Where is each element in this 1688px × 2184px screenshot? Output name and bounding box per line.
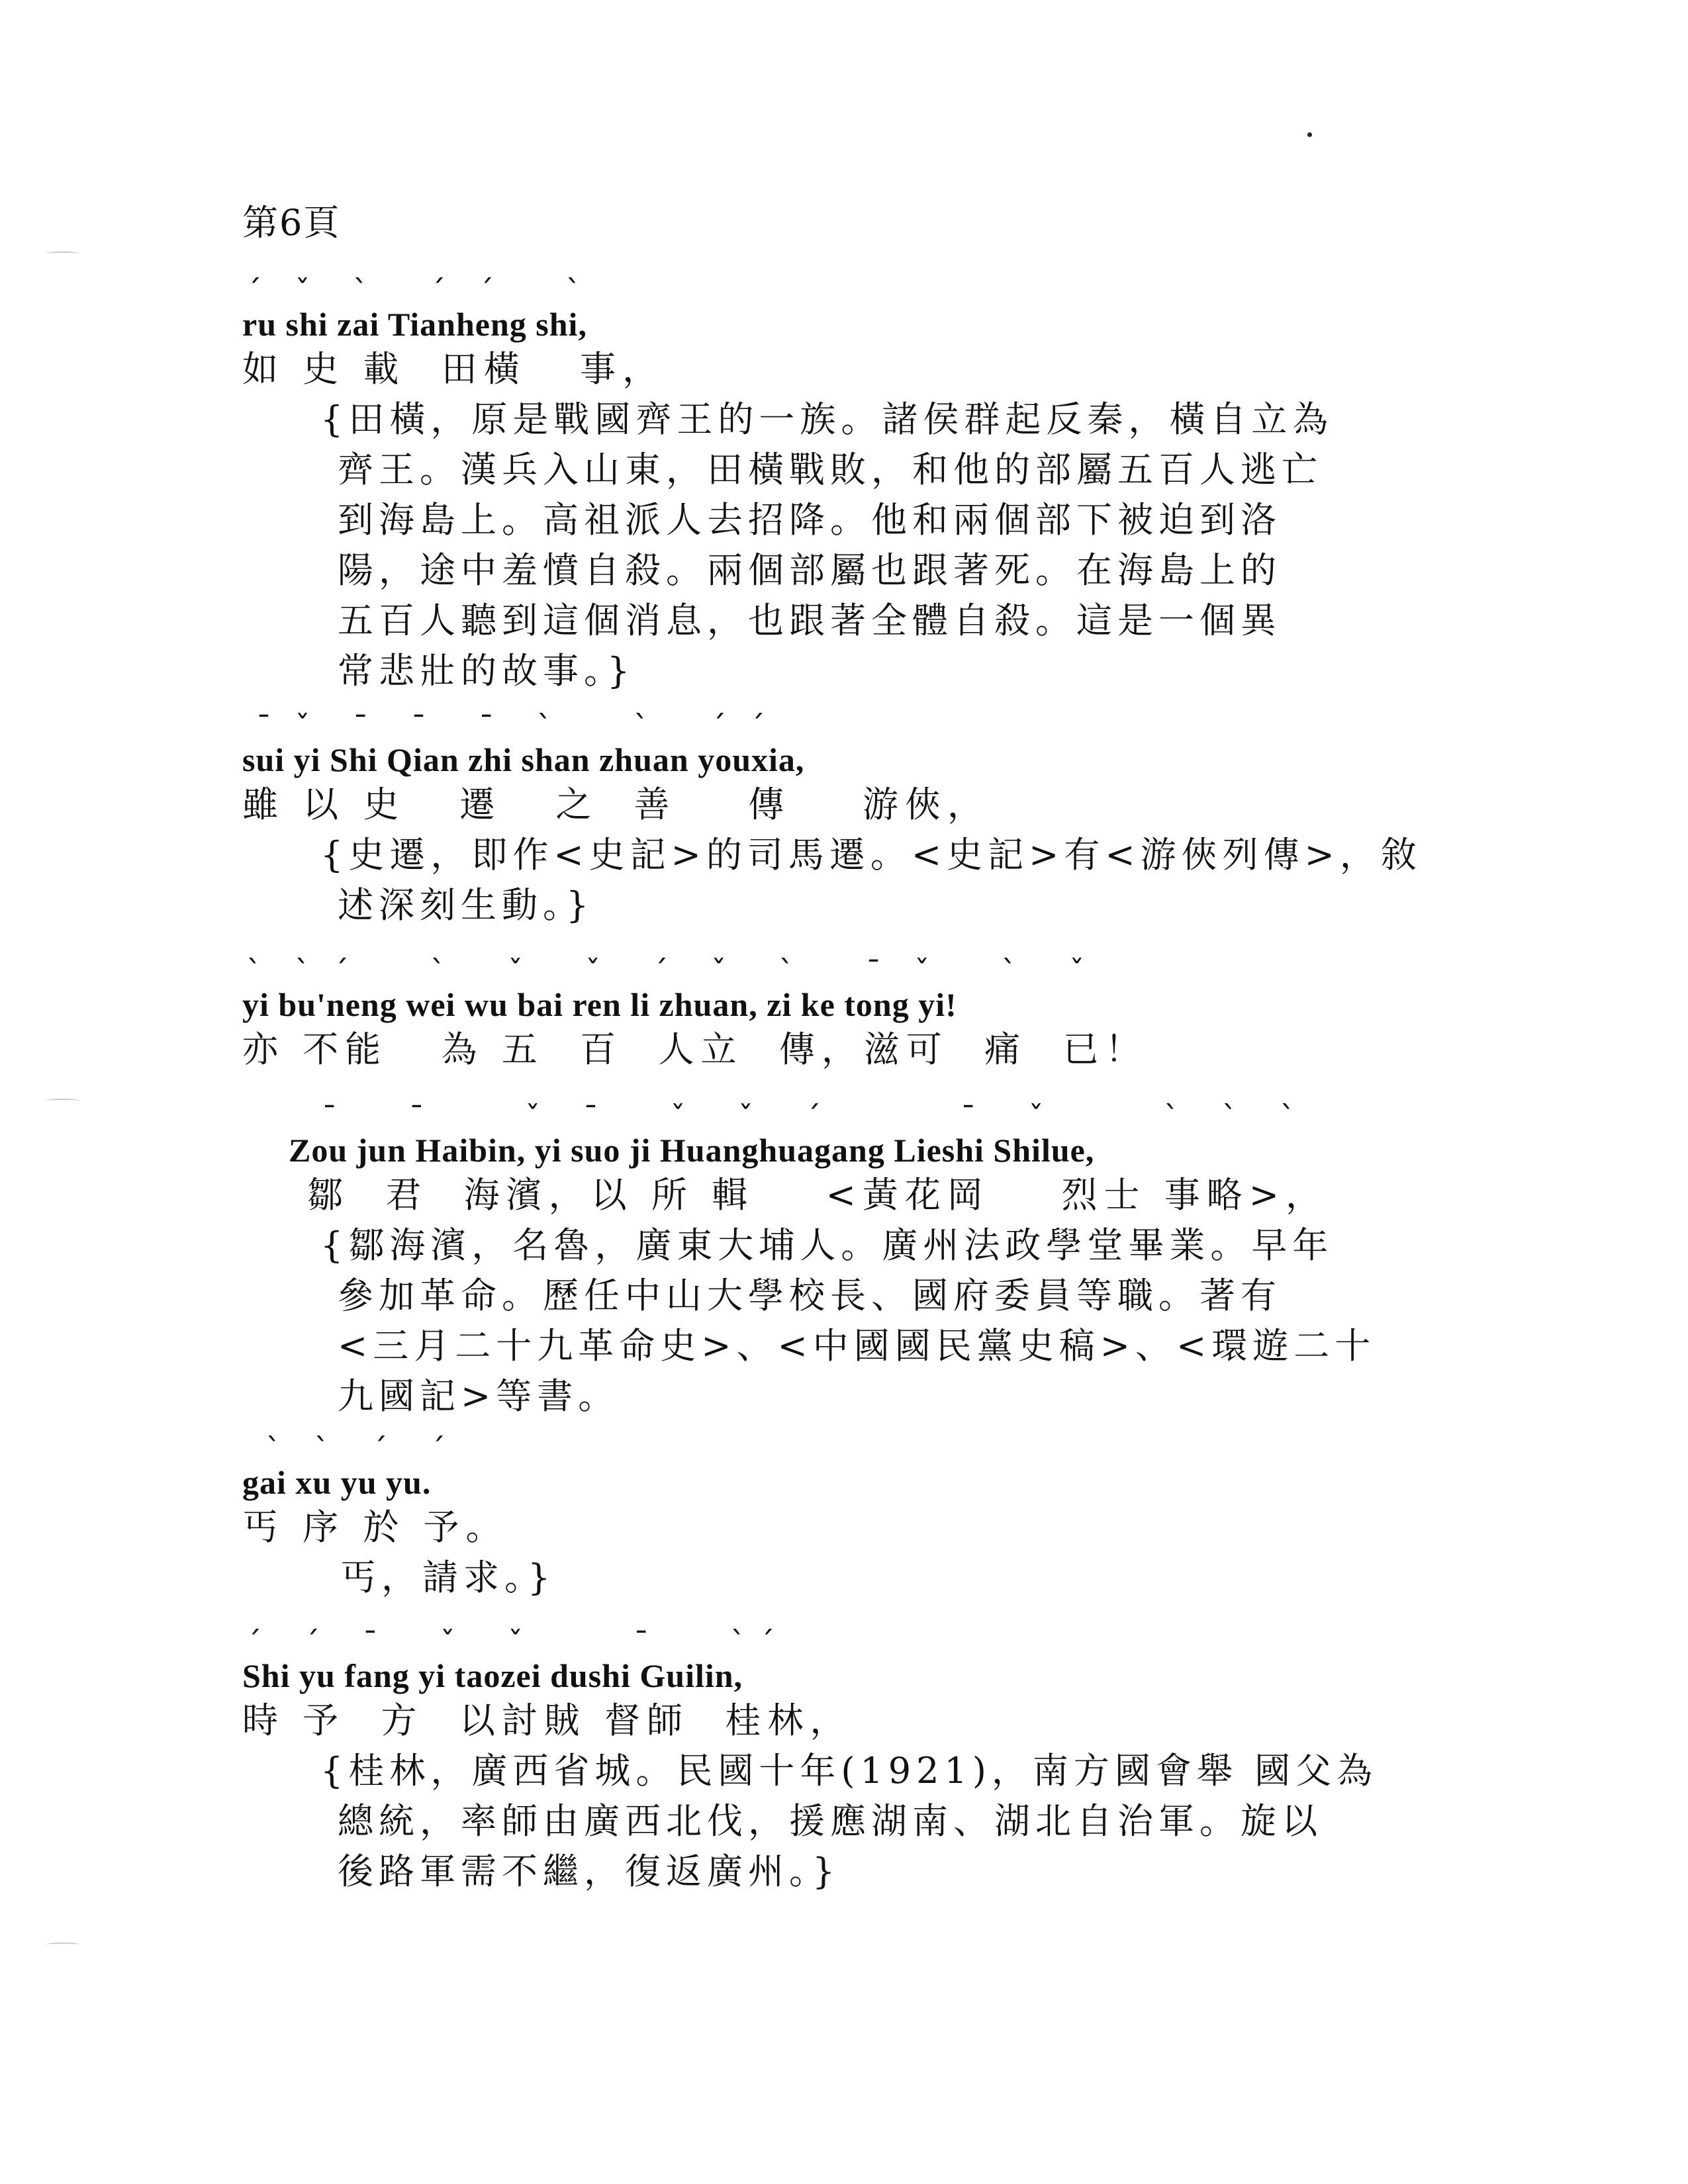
hanzi-line: 雖 以 史 遷 之 善 傳 游俠， (242, 784, 990, 825)
annotation-line: {鄒海濱，名魯，廣東大埔人。廣州法政學堂畢業。早年 (320, 1224, 1334, 1266)
annotation-line: 五百人聽到這個消息，也跟著全體自殺。這是一個異 (338, 600, 1282, 641)
annotation-line: 後路軍需不繼，復返廣州。} (338, 1850, 841, 1892)
annotation-line: 丐，請求。} (340, 1557, 556, 1598)
annotation (320, 830, 1459, 931)
pinyin-line: gai xu yu yu. (242, 1464, 432, 1501)
hanzi-line: 如 史 載 田橫 事， (242, 348, 665, 390)
annotation-line: 九國記>等書。 (338, 1375, 620, 1417)
entry-tianheng (242, 273, 1500, 696)
annotation (320, 394, 1459, 696)
entry-guilin (242, 1625, 1500, 1897)
annotation-line: {田橫，原是戰國齊王的一族。諸侯群起反秦，橫自立為 (320, 398, 1334, 440)
pinyin-line: Shi yu fang yi taozei dushi Guilin, (242, 1657, 743, 1694)
pinyin-line: Zou jun Haibin, yi suo ji Huanghuagang Lieshi Shilue, (289, 1132, 1095, 1169)
entry-zouhaibin (289, 1099, 1546, 1422)
annotation (320, 1746, 1459, 1897)
annotation-line: {史遷，即作<史記>的司馬遷。<史記>有<游俠列傳>，敘 (320, 834, 1422, 876)
hanzi-line: 鄒 君 海濱，以 所 輯 <黃花岡 烈士 事略>， (307, 1174, 1328, 1216)
annotation-line: 參加革命。歷任中山大學校長、國府委員等職。著有 (338, 1275, 1282, 1316)
annotation (320, 1220, 1459, 1422)
hanzi-line: 丐 序 於 予。 (242, 1506, 508, 1548)
tone-marks: ̄ ̌ ̄ ̄ ̄ ̀ ̀ ́ ́ (242, 709, 765, 745)
scan-mark (46, 1099, 79, 1103)
annotation-line: 總統，率師由廣西北伐，援應湖南、湖北自治軍。旋以 (338, 1800, 1323, 1842)
annotation-line: <三月二十九革命史>、<中國國民黨史稿>、<環遊二十 (338, 1325, 1376, 1367)
tone-marks: ̀ ̀ ́ ̀ ̌ ̌ ́ ̌ ̀ ̄ ̌ ̀ ̌ (242, 954, 1085, 989)
tone-marks: ̄ ̄ ̌ ̄ ̌ ̌ ́ ̄ ̌ ̀ ̀ ̀ (289, 1099, 1295, 1135)
tone-marks: ̀ ̀ ́ ́ (242, 1432, 446, 1467)
pinyin-line: yi bu'neng wei wu bai ren li zhuan, zi ke tong yi! (242, 986, 957, 1023)
scan-mark (46, 1942, 79, 1946)
tone-marks: ́ ̌ ̀ ́ ́ ̀ (242, 273, 581, 309)
pinyin-line: sui yi Shi Qian zhi shan zhuan youxia, (242, 741, 805, 778)
annotation-line: 齊王。漢兵入山東，田橫戰敗，和他的部屬五百人逃亡 (338, 449, 1323, 490)
annotation (340, 1553, 1479, 1603)
hanzi-line: 亦 不能 為 五 百 人立 傳，滋可 痛 已！ (242, 1028, 1148, 1070)
annotation-line: 述深刻生動。} (338, 884, 594, 926)
entry-wubairen (242, 954, 1500, 1075)
annotation-line: 到海島上。高祖派人去招降。他和兩個部下被迫到洛 (338, 499, 1282, 541)
annotation-line: 陽，途中羞憤自殺。兩個部屬也跟著死。在海島上的 (338, 549, 1282, 591)
annotation-line: 常悲壯的故事。} (338, 650, 635, 692)
annotation-line: {桂林，廣西省城。民國十年(1921)，南方國會舉 國父為 (320, 1750, 1378, 1792)
scan-dot (1307, 132, 1312, 137)
scan-mark (46, 251, 79, 255)
hanzi-line: 時 予 方 以討賊 督師 桂林， (242, 1700, 853, 1741)
tone-marks: ́ ́ ̄ ̌ ̌ ̄ ̀ ́ (242, 1625, 775, 1661)
entry-gaixu (242, 1432, 1500, 1603)
page-title: 第6頁 (242, 202, 341, 244)
entry-shiqian (242, 709, 1500, 931)
pinyin-line: ru shi zai Tianheng shi, (242, 306, 587, 343)
